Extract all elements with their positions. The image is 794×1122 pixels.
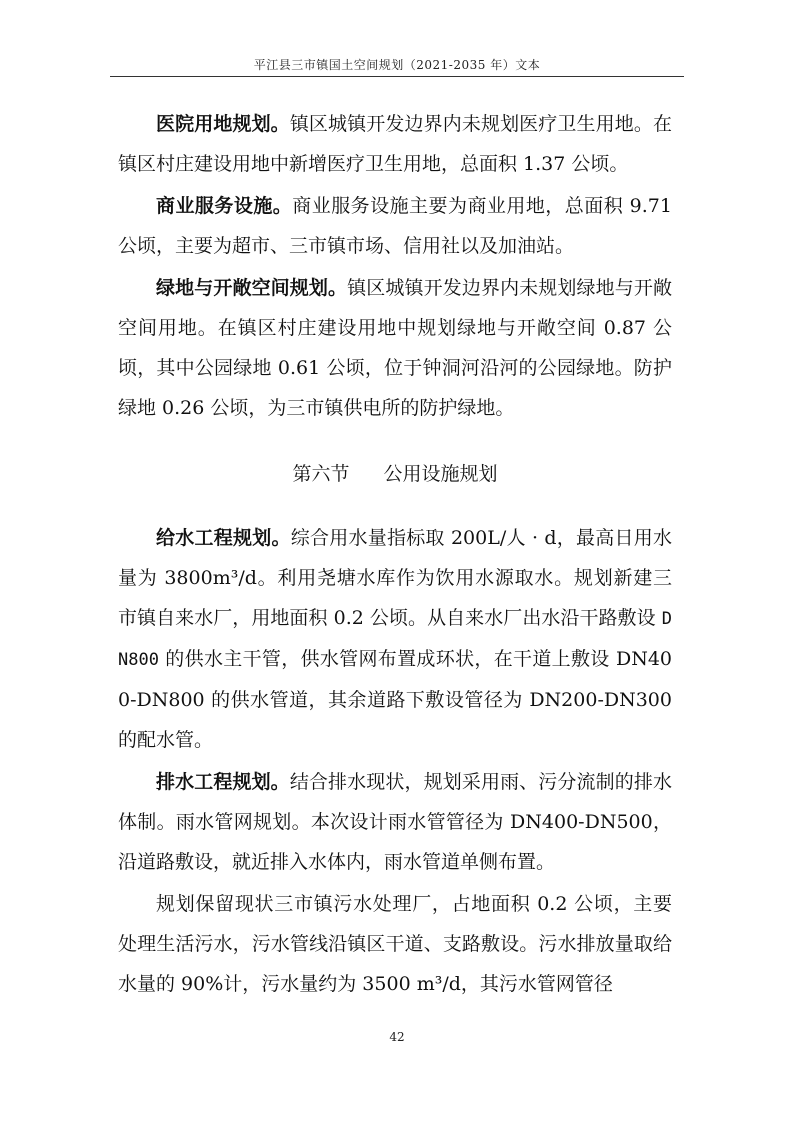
- paragraph-drainage: [118, 762, 672, 882]
- paragraph-lead: 给水工程规划。: [156, 527, 291, 549]
- paragraph-text: 的供水主干管，供水管网布置成环状，在干道上敷设 DN400-DN800 的供水管道，其余道路下敷设管径为 DN200-DN300 的配水管。: [118, 648, 672, 751]
- section-title: 公用设施规划: [383, 463, 498, 485]
- paragraph-sewage: [118, 884, 672, 1004]
- paragraph-lead: 商业服务设施。: [156, 195, 293, 217]
- paragraph-lead: 排水工程规划。: [156, 771, 290, 793]
- document-body: [118, 104, 672, 1006]
- paragraph-lead: 绿地与开敞空间规划。: [156, 277, 348, 299]
- paragraph-water-supply: [118, 518, 672, 760]
- paragraph-text: 规划保留现状三市镇污水处理厂，占地面积 0.2 公顷，主要处理生活污水，污水管线沿镇区干道、支路敷设。污水排放量取给水量的 90%计，污水量约为 3500 m³/d，其污水管网管径: [118, 893, 672, 995]
- paragraph-text: 镇区城镇开发边界内未规划医疗卫生用地。在镇区村庄建设用地中新增医疗卫生用地，总面积 1.37 公顷。: [118, 113, 672, 175]
- paragraph-commercial: [118, 186, 672, 266]
- page-number: 42: [389, 1030, 405, 1044]
- pipe-spec: DN800: [118, 609, 672, 670]
- paragraph-text: 镇区城镇开发边界内未规划绿地与开敞空间用地。在镇区村庄建设用地中规划绿地与开敞空间 0.87 公顷，其中公园绿地 0.61 公顷，位于钟洞河沿河的公园绿地。防护绿地 0.26 公顷，为三市镇供电所的防护绿地。: [118, 277, 672, 419]
- header-rule: [110, 76, 684, 77]
- paragraph-hospital: [118, 104, 672, 184]
- paragraph-lead: 医院用地规划。: [156, 113, 290, 135]
- paragraph-text: 商业服务设施主要为商业用地，总面积 9.71 公顷，主要为超市、三市镇市场、信用社以及加油站。: [118, 195, 672, 257]
- page-header: 平江县三市镇国土空间规划（2021-2035 年）文本: [253, 58, 541, 72]
- section-number: 第六节: [292, 463, 350, 485]
- paragraph-text: 结合排水现状，规划采用雨、污分流制的排水体制。雨水管网规划。本次设计雨水管管径为 DN400-DN500，沿道路敷设，就近排入水体内，雨水管道单侧布置。: [118, 771, 672, 873]
- section-heading: [118, 454, 672, 494]
- paragraph-green-space: [118, 268, 672, 428]
- paragraph-text: 综合用水量指标取 200L/人 · d，最高日用水量为 3800m³/d。利用尧塘水库作为饮用水源取水。规划新建三市镇自来水厂，用地面积 0.2 公顷。从自来水厂出水沿干路敷设: [118, 527, 672, 629]
